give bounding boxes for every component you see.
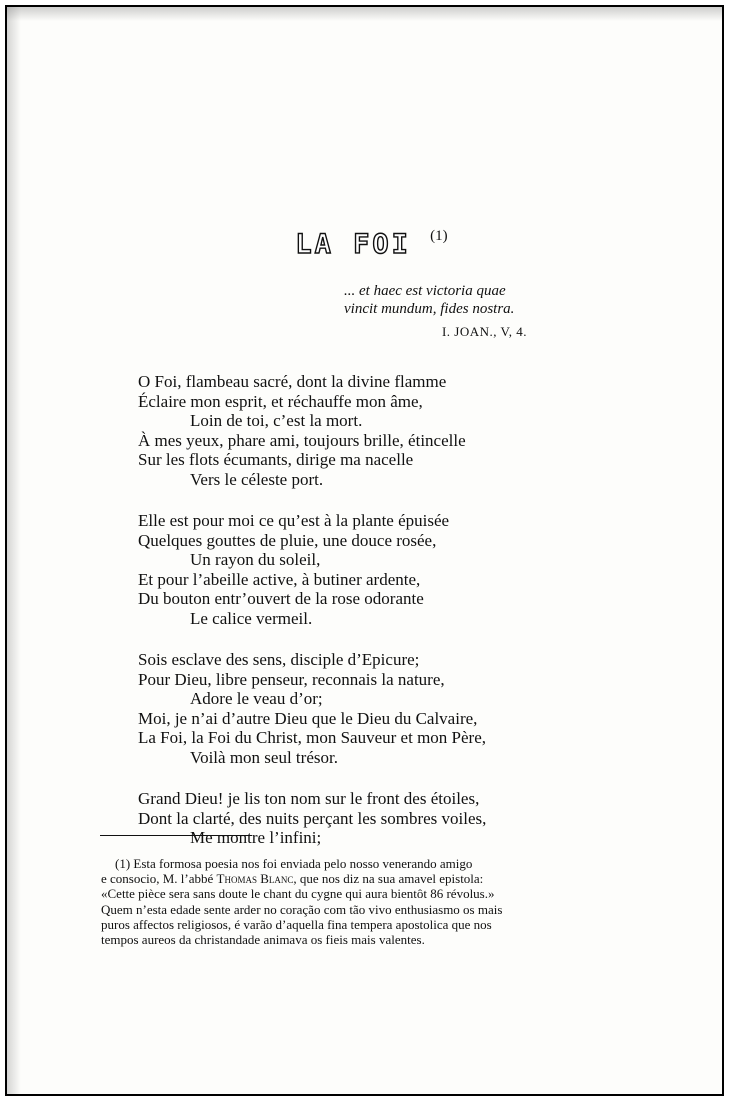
book-page bbox=[5, 5, 724, 1096]
stanza bbox=[138, 650, 486, 767]
footnote-text: e consocio, M. l’abbé bbox=[101, 871, 217, 887]
verse-line: O Foi, flambeau sacré, dont la divine flamme bbox=[138, 372, 447, 391]
footnote-line: (1) Esta formosa poesia nos foi enviada pelo nosso venerando amigo bbox=[115, 856, 473, 871]
verse-line: Elle est pour moi ce qu’est à la plante épuisée bbox=[138, 511, 450, 530]
verse-line: Voilà mon seul trésor. bbox=[190, 747, 338, 767]
verse-line: Éclaire mon esprit, et réchauffe mon âme, bbox=[138, 391, 423, 411]
footnote-divider bbox=[100, 835, 252, 836]
author-name: Thomas Blanc bbox=[216, 871, 294, 887]
verse-line: La Foi, la Foi du Christ, mon Sauveur et mon Père, bbox=[138, 728, 486, 747]
epigraph-citation: I. JOAN., V, 4. bbox=[441, 324, 527, 339]
verse-line: À mes yeux, phare ami, toujours brille, étincelle bbox=[138, 430, 466, 450]
verse-line: Sur les flots écumants, dirige ma nacelle bbox=[138, 450, 414, 469]
stanza bbox=[138, 372, 486, 489]
epigraph-line: vincit mundum, fides nostra. bbox=[344, 301, 515, 317]
verse-line: Un rayon du soleil, bbox=[190, 550, 321, 569]
verse-line: Loin de toi, c’est la mort. bbox=[190, 411, 363, 430]
footnote-line: puros affectos religiosos, é varão d’aquella fina tempera apostolica que nos bbox=[101, 916, 492, 932]
stanza bbox=[138, 789, 486, 848]
title-text: LA FOI bbox=[295, 229, 411, 260]
verse-line: Dont la clarté, des nuits perçant les sombres voiles, bbox=[138, 808, 487, 828]
epigraph-line: ... et haec est victoria quae bbox=[344, 283, 506, 299]
footnote-line: «Cette pièce sera sans doute le chant du cygne qui aura bientôt 86 révolus.» bbox=[101, 886, 495, 902]
footnote-text: , que nos diz na sua amavel epistola: bbox=[293, 871, 484, 887]
scan-edge-shadow-top bbox=[7, 7, 722, 21]
verse-line: Et pour l’abeille active, à butiner ardente, bbox=[138, 569, 421, 589]
scan-edge-shadow-left bbox=[7, 7, 21, 1094]
verse-line: Vers le céleste port. bbox=[190, 469, 324, 489]
verse-line: Du bouton entr’ouvert de la rose odorante bbox=[138, 589, 424, 608]
verse-line: Me montre l’infini; bbox=[190, 828, 322, 847]
stanza bbox=[138, 511, 486, 628]
verse-line: Pour Dieu, libre penseur, reconnais la nature, bbox=[138, 669, 445, 689]
footnote-line bbox=[101, 871, 599, 886]
footnote-reference: (1) bbox=[430, 228, 448, 244]
epigraph bbox=[344, 282, 514, 318]
verse-line: Moi, je n’ai d’autre Dieu que le Dieu du Calvaire, bbox=[138, 708, 478, 728]
footnote bbox=[101, 856, 599, 947]
verse-line: Adore le veau d’or; bbox=[190, 689, 323, 708]
footnote-line: Quem n’esta edade sente arder no coração com tão vivo enthusiasmo os mais bbox=[101, 901, 503, 917]
page-title bbox=[7, 229, 722, 260]
verse-line: Sois esclave des sens, disciple d’Epicure; bbox=[138, 650, 420, 669]
verse-line: Le calice vermeil. bbox=[190, 608, 313, 628]
footnote-line: tempos aureos da christandade animava os fieis mais valentes. bbox=[101, 932, 425, 948]
poem bbox=[138, 372, 486, 870]
verse-line: Grand Dieu! je lis ton nom sur le front des étoiles, bbox=[138, 789, 480, 808]
verse-line: Quelques gouttes de pluie, une douce rosée, bbox=[138, 530, 437, 550]
